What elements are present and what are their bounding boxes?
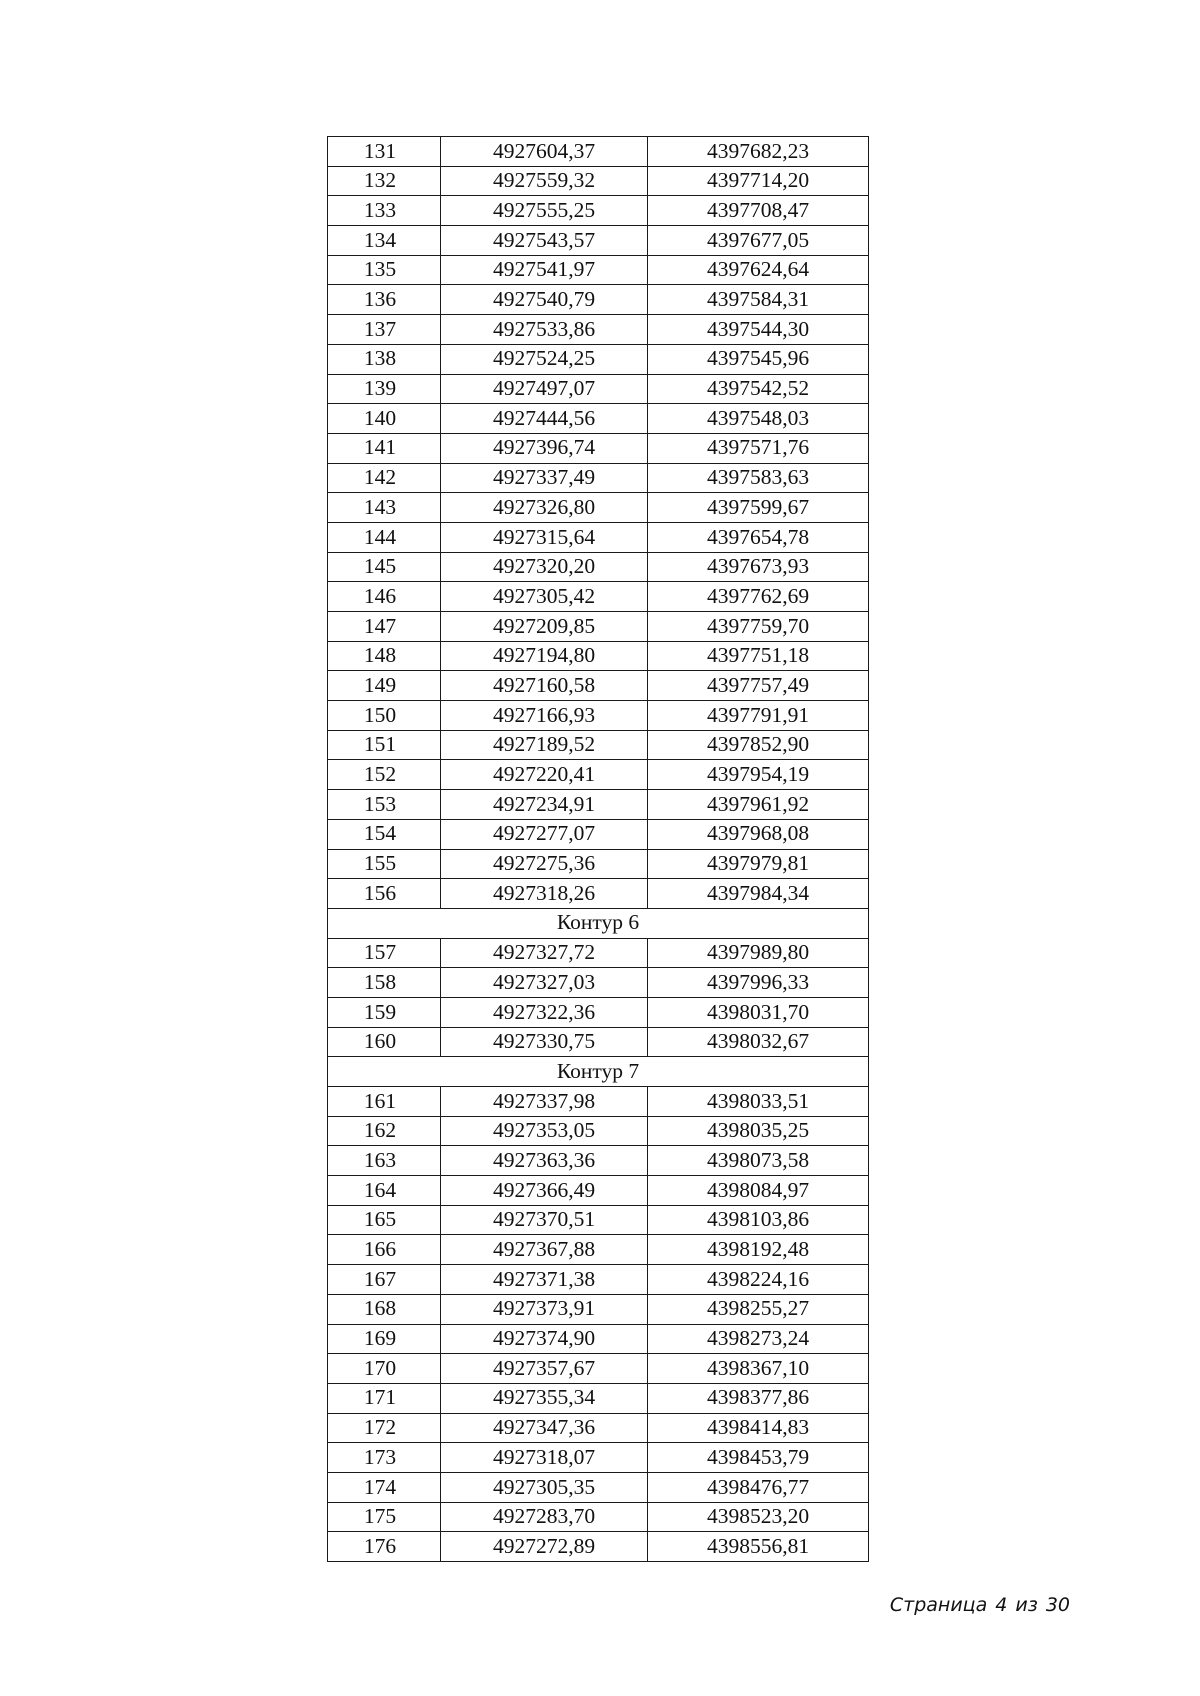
x-coordinate-cell: 4927396,74 [441, 433, 648, 463]
x-coordinate-cell: 4927373,91 [441, 1294, 648, 1324]
table-row [328, 879, 869, 909]
table-row [328, 849, 869, 879]
point-number-cell: 170 [328, 1354, 441, 1384]
y-coordinate-cell: 4397961,92 [648, 790, 869, 820]
y-coordinate-cell: 4398032,67 [648, 1027, 869, 1057]
table-row [328, 1235, 869, 1265]
contour-header-row [328, 1057, 869, 1087]
x-coordinate-cell: 4927275,36 [441, 849, 648, 879]
y-coordinate-cell: 4397762,69 [648, 582, 869, 612]
x-coordinate-cell: 4927326,80 [441, 493, 648, 523]
x-coordinate-cell: 4927604,37 [441, 137, 648, 167]
coordinates-table [327, 136, 869, 1562]
point-number-cell: 155 [328, 849, 441, 879]
coordinates-table-body [328, 137, 869, 1562]
y-coordinate-cell: 4397852,90 [648, 730, 869, 760]
x-coordinate-cell: 4927322,36 [441, 997, 648, 1027]
x-coordinate-cell: 4927283,70 [441, 1502, 648, 1532]
y-coordinate-cell: 4398033,51 [648, 1087, 869, 1117]
point-number-cell: 137 [328, 315, 441, 345]
y-coordinate-cell: 4397751,18 [648, 641, 869, 671]
table-row [328, 1205, 869, 1235]
table-row [328, 582, 869, 612]
y-coordinate-cell: 4397583,63 [648, 463, 869, 493]
point-number-cell: 156 [328, 879, 441, 909]
point-number-cell: 150 [328, 701, 441, 731]
x-coordinate-cell: 4927367,88 [441, 1235, 648, 1265]
x-coordinate-cell: 4927272,89 [441, 1532, 648, 1562]
y-coordinate-cell: 4397654,78 [648, 522, 869, 552]
point-number-cell: 147 [328, 612, 441, 642]
point-number-cell: 162 [328, 1116, 441, 1146]
point-number-cell: 174 [328, 1472, 441, 1502]
y-coordinate-cell: 4397544,30 [648, 315, 869, 345]
y-coordinate-cell: 4397989,80 [648, 938, 869, 968]
table-row [328, 522, 869, 552]
y-coordinate-cell: 4398523,20 [648, 1502, 869, 1532]
table-row [328, 196, 869, 226]
y-coordinate-cell: 4398255,27 [648, 1294, 869, 1324]
point-number-cell: 134 [328, 226, 441, 256]
point-number-cell: 152 [328, 760, 441, 790]
point-number-cell: 146 [328, 582, 441, 612]
table-row [328, 997, 869, 1027]
table-row [328, 493, 869, 523]
point-number-cell: 176 [328, 1532, 441, 1562]
y-coordinate-cell: 4397954,19 [648, 760, 869, 790]
y-coordinate-cell: 4397571,76 [648, 433, 869, 463]
x-coordinate-cell: 4927318,26 [441, 879, 648, 909]
y-coordinate-cell: 4397542,52 [648, 374, 869, 404]
y-coordinate-cell: 4397677,05 [648, 226, 869, 256]
y-coordinate-cell: 4397624,64 [648, 255, 869, 285]
y-coordinate-cell: 4398035,25 [648, 1116, 869, 1146]
table-row [328, 1502, 869, 1532]
point-number-cell: 166 [328, 1235, 441, 1265]
y-coordinate-cell: 4397759,70 [648, 612, 869, 642]
y-coordinate-cell: 4397996,33 [648, 968, 869, 998]
x-coordinate-cell: 4927374,90 [441, 1324, 648, 1354]
table-row [328, 1383, 869, 1413]
x-coordinate-cell: 4927305,42 [441, 582, 648, 612]
point-number-cell: 140 [328, 404, 441, 434]
x-coordinate-cell: 4927220,41 [441, 760, 648, 790]
table-row [328, 1265, 869, 1295]
y-coordinate-cell: 4398377,86 [648, 1383, 869, 1413]
table-row [328, 760, 869, 790]
x-coordinate-cell: 4927347,36 [441, 1413, 648, 1443]
x-coordinate-cell: 4927209,85 [441, 612, 648, 642]
point-number-cell: 168 [328, 1294, 441, 1324]
y-coordinate-cell: 4397548,03 [648, 404, 869, 434]
x-coordinate-cell: 4927327,03 [441, 968, 648, 998]
y-coordinate-cell: 4398453,79 [648, 1443, 869, 1473]
point-number-cell: 167 [328, 1265, 441, 1295]
table-row [328, 137, 869, 167]
point-number-cell: 145 [328, 552, 441, 582]
table-row [328, 1324, 869, 1354]
table-row [328, 701, 869, 731]
x-coordinate-cell: 4927305,35 [441, 1472, 648, 1502]
point-number-cell: 142 [328, 463, 441, 493]
x-coordinate-cell: 4927166,93 [441, 701, 648, 731]
x-coordinate-cell: 4927327,72 [441, 938, 648, 968]
y-coordinate-cell: 4398367,10 [648, 1354, 869, 1384]
x-coordinate-cell: 4927444,56 [441, 404, 648, 434]
y-coordinate-cell: 4397979,81 [648, 849, 869, 879]
x-coordinate-cell: 4927160,58 [441, 671, 648, 701]
point-number-cell: 144 [328, 522, 441, 552]
x-coordinate-cell: 4927555,25 [441, 196, 648, 226]
point-number-cell: 132 [328, 166, 441, 196]
y-coordinate-cell: 4397984,34 [648, 879, 869, 909]
x-coordinate-cell: 4927540,79 [441, 285, 648, 315]
table-row [328, 1532, 869, 1562]
table-row [328, 790, 869, 820]
y-coordinate-cell: 4397545,96 [648, 344, 869, 374]
table-row [328, 1413, 869, 1443]
table-row [328, 344, 869, 374]
current-page-number: 4 [995, 1594, 1008, 1616]
total-pages-number: 30 [1045, 1594, 1070, 1616]
table-row [328, 730, 869, 760]
x-coordinate-cell: 4927497,07 [441, 374, 648, 404]
point-number-cell: 151 [328, 730, 441, 760]
y-coordinate-cell: 4397673,93 [648, 552, 869, 582]
point-number-cell: 169 [328, 1324, 441, 1354]
table-row [328, 166, 869, 196]
page-word: Страница [889, 1594, 988, 1616]
y-coordinate-cell: 4398192,48 [648, 1235, 869, 1265]
page-footer [890, 1594, 1070, 1616]
point-number-cell: 163 [328, 1146, 441, 1176]
point-number-cell: 154 [328, 819, 441, 849]
y-coordinate-cell: 4397757,49 [648, 671, 869, 701]
point-number-cell: 171 [328, 1383, 441, 1413]
table-row [328, 433, 869, 463]
point-number-cell: 131 [328, 137, 441, 167]
y-coordinate-cell: 4398476,77 [648, 1472, 869, 1502]
table-row [328, 1472, 869, 1502]
y-coordinate-cell: 4397682,23 [648, 137, 869, 167]
x-coordinate-cell: 4927370,51 [441, 1205, 648, 1235]
table-row [328, 552, 869, 582]
table-row [328, 315, 869, 345]
point-number-cell: 164 [328, 1176, 441, 1206]
x-coordinate-cell: 4927234,91 [441, 790, 648, 820]
y-coordinate-cell: 4397584,31 [648, 285, 869, 315]
table-row [328, 285, 869, 315]
table-row [328, 1443, 869, 1473]
x-coordinate-cell: 4927363,36 [441, 1146, 648, 1176]
point-number-cell: 157 [328, 938, 441, 968]
table-row [328, 226, 869, 256]
y-coordinate-cell: 4398084,97 [648, 1176, 869, 1206]
table-row [328, 1027, 869, 1057]
x-coordinate-cell: 4927357,67 [441, 1354, 648, 1384]
table-row [328, 938, 869, 968]
table-row [328, 255, 869, 285]
table-row [328, 1146, 869, 1176]
x-coordinate-cell: 4927559,32 [441, 166, 648, 196]
table-row [328, 374, 869, 404]
x-coordinate-cell: 4927337,98 [441, 1087, 648, 1117]
x-coordinate-cell: 4927353,05 [441, 1116, 648, 1146]
x-coordinate-cell: 4927318,07 [441, 1443, 648, 1473]
contour-label: Контур 7 [328, 1057, 869, 1087]
point-number-cell: 141 [328, 433, 441, 463]
point-number-cell: 161 [328, 1087, 441, 1117]
point-number-cell: 143 [328, 493, 441, 523]
table-row [328, 1354, 869, 1384]
point-number-cell: 158 [328, 968, 441, 998]
y-coordinate-cell: 4398073,58 [648, 1146, 869, 1176]
point-number-cell: 138 [328, 344, 441, 374]
x-coordinate-cell: 4927315,64 [441, 522, 648, 552]
y-coordinate-cell: 4397968,08 [648, 819, 869, 849]
y-coordinate-cell: 4398103,86 [648, 1205, 869, 1235]
y-coordinate-cell: 4398414,83 [648, 1413, 869, 1443]
y-coordinate-cell: 4397714,20 [648, 166, 869, 196]
y-coordinate-cell: 4397791,91 [648, 701, 869, 731]
point-number-cell: 149 [328, 671, 441, 701]
table-row [328, 1116, 869, 1146]
y-coordinate-cell: 4398273,24 [648, 1324, 869, 1354]
x-coordinate-cell: 4927533,86 [441, 315, 648, 345]
x-coordinate-cell: 4927371,38 [441, 1265, 648, 1295]
point-number-cell: 133 [328, 196, 441, 226]
point-number-cell: 159 [328, 997, 441, 1027]
point-number-cell: 148 [328, 641, 441, 671]
point-number-cell: 139 [328, 374, 441, 404]
table-row [328, 819, 869, 849]
table-row [328, 1087, 869, 1117]
point-number-cell: 135 [328, 255, 441, 285]
x-coordinate-cell: 4927189,52 [441, 730, 648, 760]
x-coordinate-cell: 4927320,20 [441, 552, 648, 582]
point-number-cell: 175 [328, 1502, 441, 1532]
x-coordinate-cell: 4927355,34 [441, 1383, 648, 1413]
x-coordinate-cell: 4927330,75 [441, 1027, 648, 1057]
contour-label: Контур 6 [328, 908, 869, 938]
point-number-cell: 136 [328, 285, 441, 315]
contour-header-row [328, 908, 869, 938]
table-row [328, 1294, 869, 1324]
table-row [328, 1176, 869, 1206]
x-coordinate-cell: 4927543,57 [441, 226, 648, 256]
table-row [328, 612, 869, 642]
x-coordinate-cell: 4927277,07 [441, 819, 648, 849]
table-row [328, 463, 869, 493]
point-number-cell: 172 [328, 1413, 441, 1443]
table-row [328, 641, 869, 671]
x-coordinate-cell: 4927524,25 [441, 344, 648, 374]
table-row [328, 671, 869, 701]
point-number-cell: 173 [328, 1443, 441, 1473]
y-coordinate-cell: 4398224,16 [648, 1265, 869, 1295]
point-number-cell: 165 [328, 1205, 441, 1235]
point-number-cell: 153 [328, 790, 441, 820]
point-number-cell: 160 [328, 1027, 441, 1057]
y-coordinate-cell: 4397599,67 [648, 493, 869, 523]
y-coordinate-cell: 4397708,47 [648, 196, 869, 226]
of-word: из [1015, 1594, 1038, 1616]
x-coordinate-cell: 4927541,97 [441, 255, 648, 285]
y-coordinate-cell: 4398031,70 [648, 997, 869, 1027]
x-coordinate-cell: 4927194,80 [441, 641, 648, 671]
y-coordinate-cell: 4398556,81 [648, 1532, 869, 1562]
x-coordinate-cell: 4927366,49 [441, 1176, 648, 1206]
x-coordinate-cell: 4927337,49 [441, 463, 648, 493]
table-row [328, 968, 869, 998]
table-row [328, 404, 869, 434]
